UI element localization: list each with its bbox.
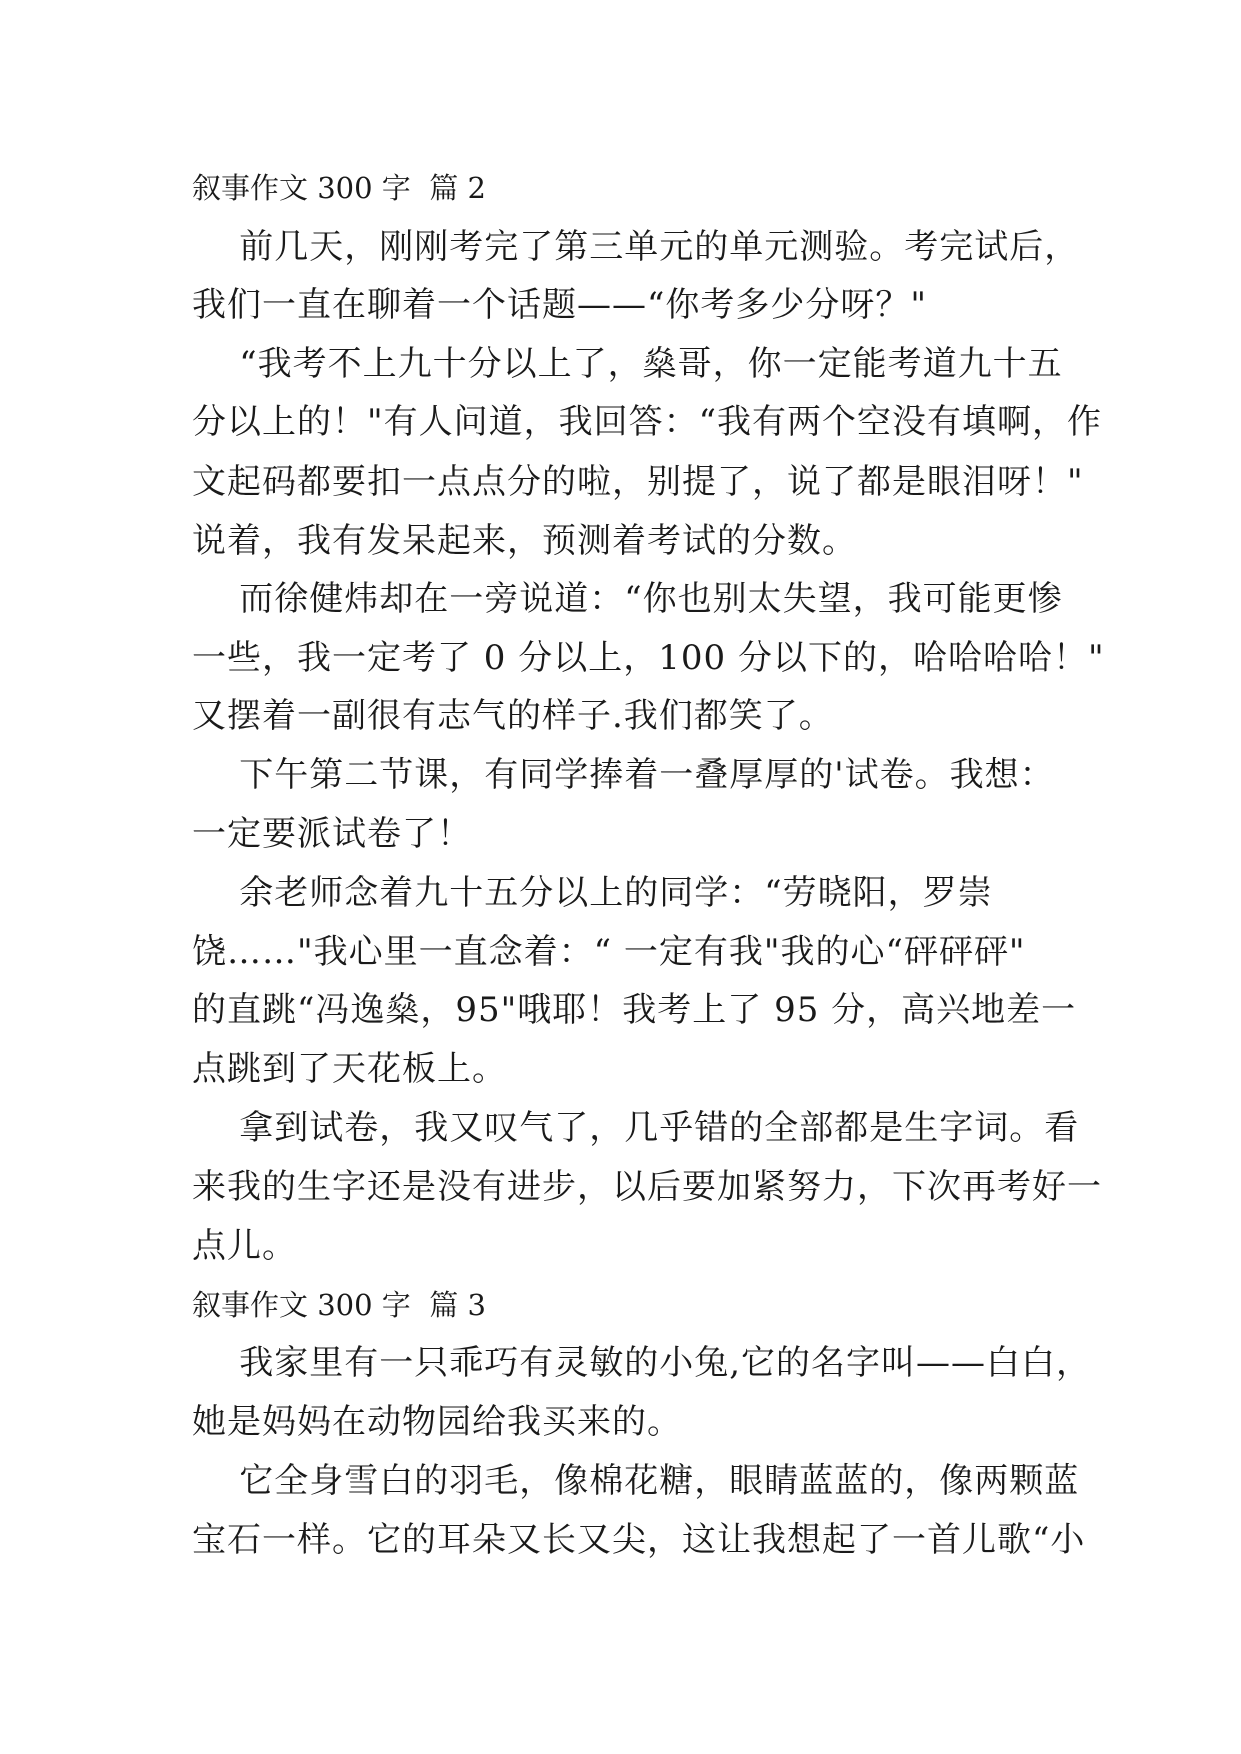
text-line: 下午第二节课，有同学捧着一叠厚厚的'试卷。我想： <box>192 755 1055 795</box>
text-line: 说着，我有发呆起来，预测着考试的分数。 <box>192 521 857 561</box>
text-line: 又摆着一副很有志气的样子.我们都笑了。 <box>192 696 834 736</box>
text-line: 点跳到了天花板上。 <box>192 1049 507 1089</box>
text-line: 余老师念着九十五分以上的同学：“劳晓阳，罗崇 <box>192 873 993 913</box>
text-line: 文起码都要扣一点点分的啦，别提了，说了都是眼泪呀！" <box>192 462 1084 502</box>
text-line: 分以上的！"有人问道，我回答：“我有两个空没有填啊，作 <box>192 402 1103 442</box>
section-heading-3: 叙事作文 300 字 篇 3 <box>192 1288 486 1322</box>
section-heading-2: 叙事作文 300 字 篇 2 <box>192 171 486 205</box>
text-line: 饶……"我心里一直念着：“ 一定有我"我的心“砰砰砰" <box>192 932 1026 972</box>
text-line: 它全身雪白的羽毛，像棉花糖，眼睛蓝蓝的，像两颗蓝 <box>192 1461 1080 1501</box>
text-line: 来我的生字还是没有进步，以后要加紧努力，下次再考好一 <box>192 1167 1102 1207</box>
text-line: 我们一直在聊着一个话题——“你考多少分呀？" <box>192 285 928 325</box>
text-line: 前几天，刚刚考完了第三单元的单元测验。考完试后， <box>192 227 1080 267</box>
text-line: 她是妈妈在动物园给我买来的。 <box>192 1402 682 1442</box>
text-line: 而徐健炜却在一旁说道：“你也别太失望，我可能更惨 <box>192 579 1063 619</box>
text-line: 宝石一样。它的耳朵又长又尖，这让我想起了一首儿歌“小 <box>192 1520 1086 1560</box>
text-line: 一些，我一定考了 0 分以上，100 分以下的，哈哈哈哈！" <box>192 638 1105 678</box>
text-line: 点儿。 <box>192 1226 297 1266</box>
text-line: 我家里有一只乖巧有灵敏的小兔,它的名字叫——白白， <box>192 1343 1092 1383</box>
text-line: 一定要派试卷了！ <box>192 814 472 854</box>
text-line: 的直跳“冯逸燊，95"哦耶！我考上了 95 分，高兴地差一 <box>192 990 1077 1030</box>
text-line: 拿到试卷，我又叹气了，几乎错的全部都是生字词。看 <box>192 1108 1080 1148</box>
text-line: “我考不上九十分以上了，燊哥，你一定能考道九十五 <box>192 344 1063 384</box>
